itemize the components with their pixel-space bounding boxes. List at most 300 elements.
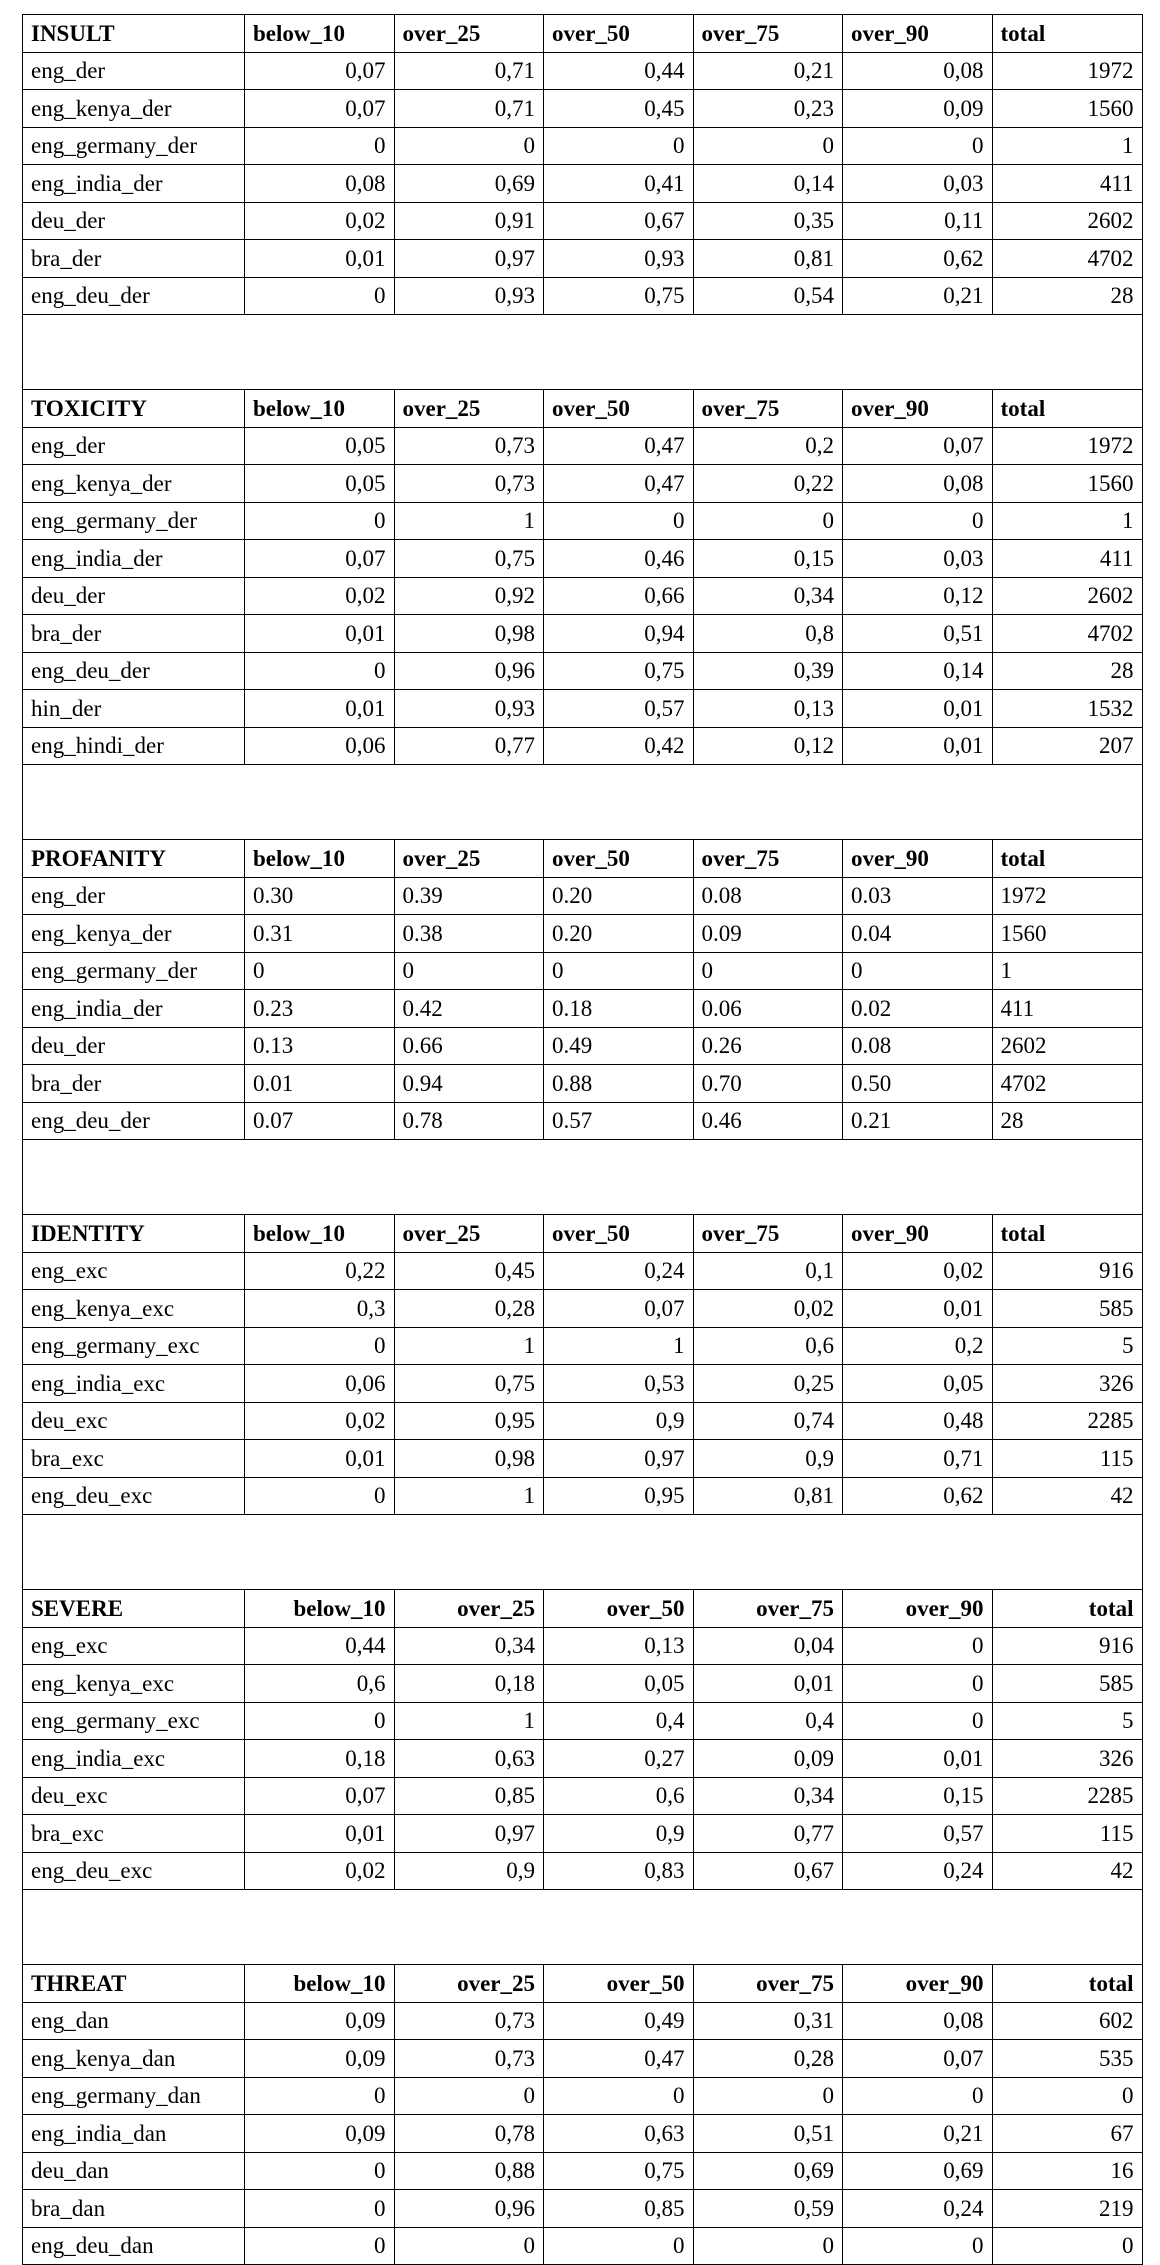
row-label: eng_deu_exc — [23, 1852, 245, 1890]
cell-below-10: 0 — [245, 2227, 395, 2265]
cell-below-10: 0,06 — [245, 1365, 395, 1403]
cell-over-25: 0,97 — [394, 240, 544, 278]
cell-over-25: 0.38 — [394, 915, 544, 953]
cell-total: 42 — [992, 1852, 1142, 1890]
section-spacer — [23, 315, 1143, 390]
cell-total: 5 — [992, 1327, 1142, 1365]
cell-below-10: 0 — [245, 2190, 395, 2228]
column-header-over-50: over_50 — [544, 1590, 694, 1628]
table-row — [23, 465, 1143, 503]
cell-over-75: 0 — [693, 502, 843, 540]
column-header-over-50: over_50 — [544, 840, 694, 878]
cell-over-75: 0,34 — [693, 1777, 843, 1815]
column-header-over-50: over_50 — [544, 1965, 694, 2003]
column-header-over-25: over_25 — [394, 1965, 544, 2003]
cell-over-25: 1 — [394, 1327, 544, 1365]
row-label: eng_kenya_exc — [23, 1290, 245, 1328]
cell-total: 411 — [992, 540, 1142, 578]
row-label: eng_der — [23, 52, 245, 90]
cell-over-90: 0.02 — [843, 990, 993, 1028]
cell-over-90: 0,11 — [843, 202, 993, 240]
cell-total: 916 — [992, 1627, 1142, 1665]
cell-total: 0 — [992, 2227, 1142, 2265]
cell-over-50: 0.20 — [544, 915, 694, 953]
cell-over-25: 0 — [394, 2227, 544, 2265]
section-title-insult: INSULT — [23, 15, 245, 53]
section-title-identity: IDENTITY — [23, 1215, 245, 1253]
cell-over-50: 0,83 — [544, 1852, 694, 1890]
cell-over-50: 0,07 — [544, 1290, 694, 1328]
cell-over-75: 0.70 — [693, 1065, 843, 1103]
cell-below-10: 0,44 — [245, 1627, 395, 1665]
column-header-over-50: over_50 — [544, 15, 694, 53]
column-header-over-25: over_25 — [394, 1590, 544, 1628]
row-label: eng_india_der — [23, 165, 245, 203]
table-row — [23, 202, 1143, 240]
row-label: eng_germany_der — [23, 502, 245, 540]
cell-below-10: 0,01 — [245, 690, 395, 728]
table-row — [23, 2040, 1143, 2078]
table-row — [23, 1327, 1143, 1365]
row-label: eng_deu_der — [23, 652, 245, 690]
cell-below-10: 0,3 — [245, 1290, 395, 1328]
cell-over-50: 0,49 — [544, 2002, 694, 2040]
row-label: bra_dan — [23, 2190, 245, 2228]
table-row — [23, 652, 1143, 690]
cell-below-10: 0 — [245, 1327, 395, 1365]
column-header-over-90: over_90 — [843, 15, 993, 53]
cell-over-50: 0,53 — [544, 1365, 694, 1403]
metrics-table-body — [23, 15, 1143, 2265]
row-label: eng_dan — [23, 2002, 245, 2040]
cell-over-50: 0,47 — [544, 465, 694, 503]
row-label: eng_deu_dan — [23, 2227, 245, 2265]
row-label: eng_germany_der — [23, 952, 245, 990]
cell-over-90: 0,21 — [843, 277, 993, 315]
row-label: eng_der — [23, 877, 245, 915]
cell-over-90: 0,24 — [843, 2190, 993, 2228]
cell-total: 1972 — [992, 427, 1142, 465]
cell-over-75: 0.06 — [693, 990, 843, 1028]
table-row — [23, 1290, 1143, 1328]
row-label: eng_kenya_dan — [23, 2040, 245, 2078]
cell-over-90: 0,03 — [843, 165, 993, 203]
cell-total: 2602 — [992, 202, 1142, 240]
table-row — [23, 1740, 1143, 1778]
table-row — [23, 502, 1143, 540]
column-header-below-10: below_10 — [245, 1965, 395, 2003]
cell-over-90: 0,57 — [843, 1815, 993, 1853]
metrics-table — [22, 14, 1143, 2265]
cell-over-75: 0,15 — [693, 540, 843, 578]
row-label: eng_germany_dan — [23, 2077, 245, 2115]
row-label: eng_der — [23, 427, 245, 465]
cell-over-50: 0,46 — [544, 540, 694, 578]
cell-below-10: 0 — [245, 1702, 395, 1740]
row-label: eng_exc — [23, 1252, 245, 1290]
cell-over-75: 0,51 — [693, 2115, 843, 2153]
table-row — [23, 1777, 1143, 1815]
cell-over-90: 0 — [843, 1665, 993, 1703]
section-title-severe: SEVERE — [23, 1590, 245, 1628]
table-row — [23, 1815, 1143, 1853]
cell-over-25: 0,71 — [394, 90, 544, 128]
cell-over-90: 0,62 — [843, 240, 993, 278]
spacer-cell — [23, 1515, 1143, 1590]
cell-over-25: 1 — [394, 1477, 544, 1515]
cell-over-25: 0.42 — [394, 990, 544, 1028]
row-label: eng_germany_exc — [23, 1327, 245, 1365]
table-row — [23, 1402, 1143, 1440]
cell-total: 0 — [992, 2077, 1142, 2115]
column-header-total: total — [992, 1215, 1142, 1253]
cell-over-25: 0.39 — [394, 877, 544, 915]
column-header-over-75: over_75 — [693, 1590, 843, 1628]
cell-total: 1560 — [992, 465, 1142, 503]
column-header-total: total — [992, 1590, 1142, 1628]
cell-over-50: 0,41 — [544, 165, 694, 203]
cell-over-25: 0,78 — [394, 2115, 544, 2153]
column-header-total: total — [992, 840, 1142, 878]
cell-below-10: 0 — [245, 2077, 395, 2115]
cell-over-75: 0,74 — [693, 1402, 843, 1440]
cell-over-75: 0,8 — [693, 615, 843, 653]
row-label: eng_india_exc — [23, 1740, 245, 1778]
cell-over-50: 0,95 — [544, 1477, 694, 1515]
cell-over-50: 0 — [544, 952, 694, 990]
cell-over-75: 0,12 — [693, 727, 843, 765]
row-label: eng_kenya_der — [23, 465, 245, 503]
cell-over-90: 0,08 — [843, 465, 993, 503]
cell-below-10: 0,18 — [245, 1740, 395, 1778]
cell-over-25: 1 — [394, 1702, 544, 1740]
cell-below-10: 0.31 — [245, 915, 395, 953]
section-spacer — [23, 1140, 1143, 1215]
cell-over-75: 0 — [693, 127, 843, 165]
cell-over-75: 0,35 — [693, 202, 843, 240]
cell-over-90: 0 — [843, 127, 993, 165]
cell-over-50: 0,75 — [544, 652, 694, 690]
row-label: eng_india_der — [23, 990, 245, 1028]
cell-over-90: 0.50 — [843, 1065, 993, 1103]
cell-over-50: 0,47 — [544, 427, 694, 465]
cell-over-90: 0,08 — [843, 2002, 993, 2040]
cell-over-75: 0 — [693, 952, 843, 990]
row-label: deu_exc — [23, 1777, 245, 1815]
profanity-header-row — [23, 840, 1143, 878]
table-row — [23, 52, 1143, 90]
cell-over-50: 0,13 — [544, 1627, 694, 1665]
cell-below-10: 0,02 — [245, 577, 395, 615]
cell-total: 535 — [992, 2040, 1142, 2078]
table-row — [23, 2002, 1143, 2040]
threat-header-row — [23, 1965, 1143, 2003]
cell-total: 207 — [992, 727, 1142, 765]
severe-header-row — [23, 1590, 1143, 1628]
cell-total: 411 — [992, 165, 1142, 203]
cell-over-25: 1 — [394, 502, 544, 540]
cell-over-25: 0 — [394, 952, 544, 990]
cell-over-75: 0,23 — [693, 90, 843, 128]
cell-over-75: 0,67 — [693, 1852, 843, 1890]
cell-below-10: 0,06 — [245, 727, 395, 765]
cell-over-75: 0.46 — [693, 1102, 843, 1140]
cell-over-50: 0,93 — [544, 240, 694, 278]
cell-over-90: 0,07 — [843, 427, 993, 465]
cell-over-75: 0,69 — [693, 2152, 843, 2190]
cell-over-50: 0,42 — [544, 727, 694, 765]
cell-below-10: 0 — [245, 277, 395, 315]
column-header-over-75: over_75 — [693, 1215, 843, 1253]
cell-over-50: 0,75 — [544, 2152, 694, 2190]
cell-below-10: 0,08 — [245, 165, 395, 203]
cell-over-50: 0,6 — [544, 1777, 694, 1815]
cell-total: 326 — [992, 1740, 1142, 1778]
cell-over-25: 0,77 — [394, 727, 544, 765]
cell-over-75: 0,14 — [693, 165, 843, 203]
cell-over-90: 0,08 — [843, 52, 993, 90]
toxicity-header-row — [23, 390, 1143, 428]
cell-over-75: 0 — [693, 2227, 843, 2265]
row-label: deu_der — [23, 577, 245, 615]
table-row — [23, 2227, 1143, 2265]
cell-over-50: 0.57 — [544, 1102, 694, 1140]
table-row — [23, 615, 1143, 653]
cell-below-10: 0,07 — [245, 52, 395, 90]
cell-over-90: 0,62 — [843, 1477, 993, 1515]
cell-total: 2602 — [992, 1027, 1142, 1065]
column-header-below-10: below_10 — [245, 840, 395, 878]
cell-over-25: 0,18 — [394, 1665, 544, 1703]
row-label: eng_hindi_der — [23, 727, 245, 765]
cell-over-25: 0,88 — [394, 2152, 544, 2190]
cell-over-90: 0 — [843, 1702, 993, 1740]
cell-over-50: 0,9 — [544, 1815, 694, 1853]
cell-over-90: 0,69 — [843, 2152, 993, 2190]
cell-over-25: 0,96 — [394, 2190, 544, 2228]
cell-over-25: 0,97 — [394, 1815, 544, 1853]
column-header-over-90: over_90 — [843, 840, 993, 878]
cell-total: 1560 — [992, 915, 1142, 953]
row-label: deu_der — [23, 1027, 245, 1065]
cell-over-75: 0,54 — [693, 277, 843, 315]
table-row — [23, 2190, 1143, 2228]
table-row — [23, 1665, 1143, 1703]
cell-over-90: 0 — [843, 952, 993, 990]
cell-below-10: 0,05 — [245, 427, 395, 465]
cell-over-25: 0 — [394, 127, 544, 165]
cell-over-75: 0.08 — [693, 877, 843, 915]
cell-over-75: 0,31 — [693, 2002, 843, 2040]
cell-total: 115 — [992, 1440, 1142, 1478]
cell-over-90: 0,03 — [843, 540, 993, 578]
cell-below-10: 0,01 — [245, 240, 395, 278]
cell-over-75: 0,13 — [693, 690, 843, 728]
cell-below-10: 0 — [245, 952, 395, 990]
cell-below-10: 0.13 — [245, 1027, 395, 1065]
cell-over-90: 0,01 — [843, 727, 993, 765]
cell-over-50: 0.88 — [544, 1065, 694, 1103]
cell-over-75: 0,22 — [693, 465, 843, 503]
cell-total: 2602 — [992, 577, 1142, 615]
table-row — [23, 690, 1143, 728]
cell-over-50: 0,24 — [544, 1252, 694, 1290]
cell-over-25: 0,73 — [394, 465, 544, 503]
cell-over-75: 0,21 — [693, 52, 843, 90]
table-row — [23, 90, 1143, 128]
cell-over-50: 1 — [544, 1327, 694, 1365]
table-row — [23, 427, 1143, 465]
cell-over-25: 0,73 — [394, 2040, 544, 2078]
cell-below-10: 0,02 — [245, 202, 395, 240]
cell-total: 16 — [992, 2152, 1142, 2190]
cell-over-90: 0 — [843, 2227, 993, 2265]
spacer-cell — [23, 1140, 1143, 1215]
cell-total: 916 — [992, 1252, 1142, 1290]
cell-over-90: 0,05 — [843, 1365, 993, 1403]
cell-total: 2285 — [992, 1777, 1142, 1815]
cell-over-75: 0.09 — [693, 915, 843, 953]
table-row — [23, 540, 1143, 578]
table-row — [23, 1702, 1143, 1740]
cell-over-90: 0 — [843, 1627, 993, 1665]
cell-below-10: 0,6 — [245, 1665, 395, 1703]
cell-over-50: 0,9 — [544, 1402, 694, 1440]
cell-over-75: 0,81 — [693, 240, 843, 278]
section-spacer — [23, 765, 1143, 840]
cell-over-75: 0,34 — [693, 577, 843, 615]
cell-over-25: 0,9 — [394, 1852, 544, 1890]
spacer-cell — [23, 315, 1143, 390]
table-row — [23, 2152, 1143, 2190]
column-header-over-25: over_25 — [394, 390, 544, 428]
cell-over-25: 0,73 — [394, 2002, 544, 2040]
cell-total: 585 — [992, 1290, 1142, 1328]
row-label: eng_kenya_der — [23, 915, 245, 953]
table-row — [23, 277, 1143, 315]
cell-total: 115 — [992, 1815, 1142, 1853]
cell-below-10: 0,09 — [245, 2115, 395, 2153]
cell-below-10: 0,07 — [245, 540, 395, 578]
row-label: eng_deu_exc — [23, 1477, 245, 1515]
cell-total: 1560 — [992, 90, 1142, 128]
row-label: eng_kenya_der — [23, 90, 245, 128]
cell-over-25: 0.66 — [394, 1027, 544, 1065]
cell-below-10: 0.01 — [245, 1065, 395, 1103]
cell-total: 1 — [992, 127, 1142, 165]
table-row — [23, 1477, 1143, 1515]
table-row — [23, 727, 1143, 765]
table-row — [23, 2115, 1143, 2153]
cell-below-10: 0,02 — [245, 1852, 395, 1890]
cell-over-50: 0 — [544, 127, 694, 165]
cell-over-25: 0,63 — [394, 1740, 544, 1778]
cell-over-25: 0,34 — [394, 1627, 544, 1665]
cell-below-10: 0,02 — [245, 1402, 395, 1440]
cell-total: 219 — [992, 2190, 1142, 2228]
cell-over-25: 0,45 — [394, 1252, 544, 1290]
cell-over-50: 0 — [544, 2227, 694, 2265]
cell-over-90: 0.04 — [843, 915, 993, 953]
cell-over-50: 0,63 — [544, 2115, 694, 2153]
column-header-over-75: over_75 — [693, 1965, 843, 2003]
table-row — [23, 1852, 1143, 1890]
cell-over-50: 0,05 — [544, 1665, 694, 1703]
cell-over-90: 0,48 — [843, 1402, 993, 1440]
cell-total: 585 — [992, 1665, 1142, 1703]
row-label: eng_india_exc — [23, 1365, 245, 1403]
cell-over-50: 0,75 — [544, 277, 694, 315]
spacer-cell — [23, 765, 1143, 840]
cell-below-10: 0 — [245, 2152, 395, 2190]
cell-over-90: 0.03 — [843, 877, 993, 915]
cell-over-25: 0,93 — [394, 690, 544, 728]
cell-over-50: 0,45 — [544, 90, 694, 128]
cell-over-25: 0,95 — [394, 1402, 544, 1440]
cell-over-50: 0 — [544, 2077, 694, 2115]
cell-over-75: 0,4 — [693, 1702, 843, 1740]
table-row — [23, 1065, 1143, 1103]
cell-total: 5 — [992, 1702, 1142, 1740]
cell-over-90: 0 — [843, 502, 993, 540]
cell-over-25: 0,69 — [394, 165, 544, 203]
cell-over-25: 0.94 — [394, 1065, 544, 1103]
column-header-over-25: over_25 — [394, 1215, 544, 1253]
cell-over-75: 0,1 — [693, 1252, 843, 1290]
row-label: bra_der — [23, 615, 245, 653]
cell-over-90: 0,21 — [843, 2115, 993, 2153]
cell-total: 2285 — [992, 1402, 1142, 1440]
column-header-total: total — [992, 15, 1142, 53]
section-title-toxicity: TOXICITY — [23, 390, 245, 428]
cell-over-25: 0,91 — [394, 202, 544, 240]
cell-total: 42 — [992, 1477, 1142, 1515]
row-label: eng_kenya_exc — [23, 1665, 245, 1703]
insult-header-row — [23, 15, 1143, 53]
cell-total: 1972 — [992, 52, 1142, 90]
identity-header-row — [23, 1215, 1143, 1253]
cell-over-90: 0.08 — [843, 1027, 993, 1065]
cell-over-50: 0.49 — [544, 1027, 694, 1065]
cell-total: 1 — [992, 952, 1142, 990]
cell-total: 602 — [992, 2002, 1142, 2040]
cell-total: 411 — [992, 990, 1142, 1028]
cell-over-50: 0,27 — [544, 1740, 694, 1778]
cell-total: 4702 — [992, 615, 1142, 653]
cell-over-75: 0,04 — [693, 1627, 843, 1665]
cell-over-90: 0,02 — [843, 1252, 993, 1290]
cell-over-75: 0,02 — [693, 1290, 843, 1328]
cell-total: 326 — [992, 1365, 1142, 1403]
cell-over-90: 0 — [843, 2077, 993, 2115]
column-header-over-75: over_75 — [693, 15, 843, 53]
cell-below-10: 0,22 — [245, 1252, 395, 1290]
cell-below-10: 0 — [245, 652, 395, 690]
cell-over-50: 0,97 — [544, 1440, 694, 1478]
column-header-over-90: over_90 — [843, 390, 993, 428]
cell-over-75: 0,81 — [693, 1477, 843, 1515]
cell-over-90: 0,01 — [843, 690, 993, 728]
cell-below-10: 0,09 — [245, 2002, 395, 2040]
column-header-below-10: below_10 — [245, 390, 395, 428]
row-label: eng_germany_exc — [23, 1702, 245, 1740]
cell-below-10: 0,09 — [245, 2040, 395, 2078]
cell-over-50: 0.20 — [544, 877, 694, 915]
cell-over-90: 0,51 — [843, 615, 993, 653]
column-header-over-50: over_50 — [544, 390, 694, 428]
cell-over-75: 0,09 — [693, 1740, 843, 1778]
cell-over-50: 0,44 — [544, 52, 694, 90]
